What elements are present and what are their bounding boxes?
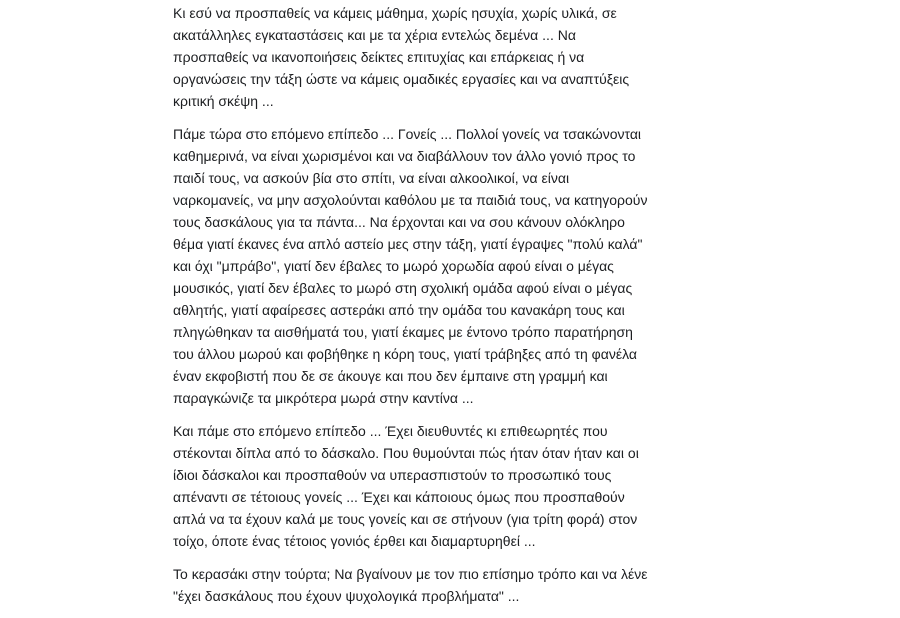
- text-line: θέμα γιατί έκανες ένα απλό αστείο μες στην τάξη, γιατί έγραψες "πολύ καλά": [173, 236, 643, 252]
- post-paragraph-4: [173, 563, 733, 607]
- text-line: πληγώθηκαν τα αισθήματά του, γιατί έκαμες με έντονο τρόπο παρατήρηση: [173, 324, 633, 340]
- text-line: ναρκομανείς, να μην ασχολούνται καθόλου με τα παιδιά τους, να κατηγορούν: [173, 192, 648, 208]
- text-line: "έχει δασκάλους που έχουν ψυχολογικά προβλήματα" ...: [173, 588, 520, 604]
- text-line: κριτική σκέψη ...: [173, 93, 274, 109]
- text-line: προσπαθείς να ικανοποιήσεις δείκτες επιτυχίας και επάρκειας ή να: [173, 49, 585, 65]
- text-line: και όχι "μπράβο", γιατί δεν έβαλες το μωρό χορωδία αφού είναι ο μέγας: [173, 258, 614, 274]
- text-line: απλά να τα έχουν καλά με τους γονείς και σε στήνουν (για τρίτη φορά) στον: [173, 511, 638, 527]
- text-line: ίδιοι δάσκαλοι και προσπαθούν να υπερασπιστούν το προσωπικό τους: [173, 467, 612, 483]
- text-line: στέκονται δίπλα από το δάσκαλο. Που θυμούνται πώς ήταν όταν ήταν και οι: [173, 445, 639, 461]
- post-text-body: [173, 0, 733, 618]
- text-line: έναν εκφοβιστή που δε σε άκουγε και που δεν έμπαινε στη γραμμή και: [173, 368, 608, 384]
- text-line: Το κερασάκι στην τούρτα; Να βγαίνουν με τον πιο επίσημο τρόπο και να λένε: [173, 566, 648, 582]
- post-paragraph-1: [173, 2, 733, 112]
- text-line: Κι εσύ να προσπαθείς να κάμεις μάθημα, χωρίς ησυχία, χωρίς υλικά, σε: [173, 5, 617, 21]
- text-line: απέναντι σε τέτοιους γονείς ... Έχει και κάποιους όμως που προσπαθούν: [173, 489, 625, 505]
- text-line: Πάμε τώρα στο επόμενο επίπεδο ... Γονείς ... Πολλοί γονείς να τσακώνονται: [173, 126, 642, 142]
- text-line: τοίχο, όποτε ένας τέτοιος γονιός έρθει και διαμαρτυρηθεί ...: [173, 533, 536, 549]
- text-line: Και πάμε στο επόμενο επίπεδο ... Έχει διευθυντές κι επιθεωρητές που: [173, 423, 608, 439]
- text-line: ακατάλληλες εγκαταστάσεις και με τα χέρια εντελώς δεμένα ... Να: [173, 27, 576, 43]
- text-line: του άλλου μωρού και φοβήθηκε η κόρη τους, γιατί τράβηξες από τη φανέλα: [173, 346, 637, 362]
- text-line: παραγκώνιζε τα μικρότερα μωρά στην καντίνα ...: [173, 390, 474, 406]
- text-line: αθλητής, γιατί αφαίρεσες αστεράκι από την ομάδα του κανακάρη τους και: [173, 302, 625, 318]
- text-line: παιδί τους, να ασκούν βία στο σπίτι, να είναι αλκοολικοί, να είναι: [173, 170, 570, 186]
- text-line: οργανώσεις την τάξη ώστε να κάμεις ομαδικές εργασίες και να αναπτύξεις: [173, 71, 630, 87]
- post-paragraph-3: [173, 420, 733, 552]
- text-line: μουσικός, γιατί δεν έβαλες το μωρό στη σχολική ομάδα αφού είναι ο μέγας: [173, 280, 633, 296]
- text-line: τους δασκάλους για τα πάντα... Να έρχονται και να σου κάνουν ολόκληρο: [173, 214, 625, 230]
- text-line: καθημερινά, να είναι χωρισμένοι και να διαβάλλουν τον άλλο γονιό προς το: [173, 148, 636, 164]
- post-paragraph-2: [173, 123, 733, 409]
